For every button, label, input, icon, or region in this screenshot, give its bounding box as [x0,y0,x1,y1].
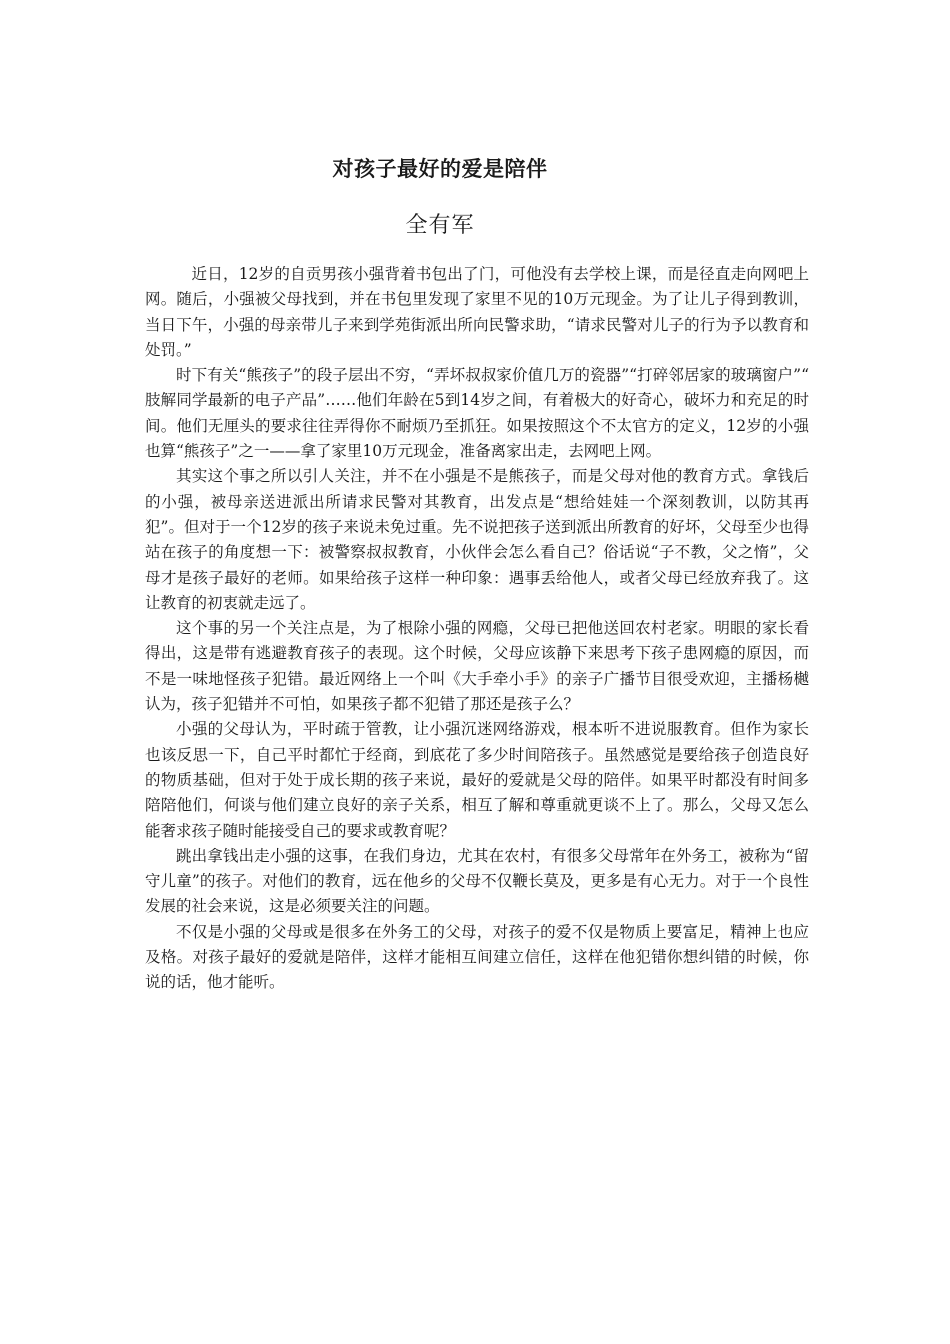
paragraph: 时下有关“熊孩子”的段子层出不穷，“弄坏叔叔家价值几万的瓷器”“打碎邻居家的玻璃窗户”“ 肢解同学最新的电子产品”……他们年龄在5到14岁之间，有着极大的好奇心，破坏力和充足的时间。他们无厘头的要求往往弄得你不耐烦乃至抓狂。如果按照这个不太官方的定义，12岁的小强也算“熊孩子”之一——拿了家里10万元现金，准备离家出走，去网吧上网。 [145,366,825,461]
article-body [145,262,825,996]
paragraph: 跳出拿钱出走小强的这事，在我们身边，尤其在农村，有很多父母常年在外务工，被称为“留守儿童”的孩子。对他们的教育，远在他乡的父母不仅鞭长莫及，更多是有心无力。对于一个良性发展的社会来说，这是必须要关注的问题。 [145,846,809,916]
article-author: 全有军 [405,213,475,238]
paragraph: 近日，12岁的自贡男孩小强背着书包出了门，可他没有去学校上课，而是径直走向网吧上网。随后，小强被父母找到，并在书包里发现了家里不见的10万元现金。为了让儿子得到教训，当日下午，小强的母亲带儿子来到学苑街派出所向民警求助，“请求民警对儿子的行为予以教育和处罚。” [145,265,809,359]
article-title: 对孩子最好的爱是陪伴 [332,157,548,181]
paragraph: 不仅是小强的父母或是很多在外务工的父母，对孩子的爱不仅是物质上要富足，精神上也应及格。对孩子最好的爱就是陪伴，这样才能相互间建立信任，这样在他犯错你想纠错的时候，你说的话，他才能听。 [145,922,809,992]
paragraph: 小强的父母认为，平时疏于管教，让小强沉迷网络游戏，根本听不进说服教育。但作为家长也该反思一下，自己平时都忙于经商，到底花了多少时间陪孩子。虽然感觉是要给孩子创造良好的物质基础，但对于处于成长期的孩子来说，最好的爱就是父母的陪伴。如果平时都没有时间多陪陪他们，何谈与他们建立良好的亲子关系，相互了解和尊重就更谈不上了。那么，父母又怎么能奢求孩子随时能接受自己的要求或教育呢？ [145,720,809,840]
paragraph: 其实这个事之所以引人关注，并不在小强是不是熊孩子，而是父母对他的教育方式。拿钱后的小强，被母亲送进派出所请求民警对其教育，出发点是“想给娃娃一个深刻教训，以防其再犯”。但对于一个12岁的孩子来说未免过重。先不说把孩子送到派出所教育的好坏，父母至少也得站在孩子的角度想一下：被警察叔叔教育，小伙伴会怎么看自己？俗话说“子不教，父之惰”，父母才是孩子最好的老师。如果给孩子这样一种印象：遇事丢给他人，或者父母已经放弃我了。这让教育的初衷就走远了。 [145,467,809,612]
paragraph: 这个事的另一个关注点是，为了根除小强的网瘾，父母已把他送回农村老家。明眼的家长看得出，这是带有逃避教育孩子的表现。这个时候，父母应该静下来思考下孩子患网瘾的原因，而不是一味地怪孩子犯错。最近网络上一个叫《大手牵小手》的亲子广播节目很受欢迎，主播杨樾认为，孩子犯错并不可怕，如果孩子都不犯错了那还是孩子么？ [145,619,809,714]
